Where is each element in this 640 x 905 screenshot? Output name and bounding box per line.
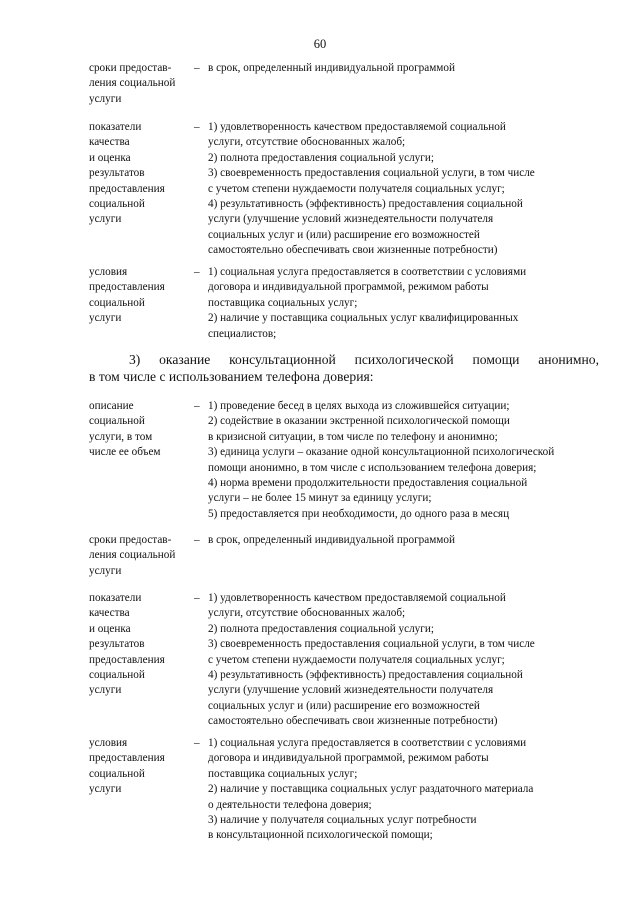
parameter-description-line: поставщика социальных услуг; xyxy=(208,296,358,309)
parameter-description-line: специалистов; xyxy=(208,327,277,340)
parameter-label-line: результатов xyxy=(89,638,145,651)
page-number: 60 xyxy=(313,37,327,51)
parameter-label-line: показатели xyxy=(89,592,142,604)
parameter-description-line: 5) предоставляется при необходимости, до одного раза в месяц xyxy=(208,507,510,520)
parameter-label-line: результатов xyxy=(89,167,145,180)
parameter-description-line: в кризисной ситуации, в том числе по телефону и анонимно; xyxy=(208,430,498,443)
parameter-label-line: и оценка xyxy=(89,151,131,164)
parameter-description-line: 1) проведение бесед в целях выхода из сложившейся ситуации; xyxy=(208,400,510,412)
parameter-description-line: помощи анонимно, в том числе с использованием телефона доверия; xyxy=(208,461,537,474)
parameter-description-line: в консультационной психологической помощи; xyxy=(208,829,433,842)
parameter-label-line: услуги, в том xyxy=(89,430,153,443)
parameter-description-line: 1) удовлетворенность качеством предоставляемой социальной xyxy=(208,121,506,133)
parameter-label-line: предоставления xyxy=(89,653,165,666)
section-heading-line: 3) оказание консультационной психологической помощи анонимно, xyxy=(129,352,599,367)
parameter-description-line: с учетом степени нуждаемости получателя социальных услуг; xyxy=(208,182,505,195)
dash-separator: – xyxy=(194,592,200,604)
parameter-label xyxy=(89,120,191,228)
parameter-label-line: социальной xyxy=(89,415,145,428)
parameter-label xyxy=(89,399,191,461)
parameter-label-line: предоставления xyxy=(89,281,165,294)
parameter-label-line: качества xyxy=(89,607,130,620)
parameter-description-line: 1) социальная услуга предоставляется в соответствии с условиями xyxy=(208,266,527,278)
section-heading xyxy=(89,351,599,385)
parameter-description-line: самостоятельно обеспечивать свои жизненные потребности) xyxy=(208,715,498,728)
parameter-description-line: услуги, отсутствие обоснованных жалоб; xyxy=(208,607,406,620)
parameter-label-line: ления социальной xyxy=(89,77,176,90)
parameter-description-line: 2) полнота предоставления социальной услуги; xyxy=(208,151,434,164)
parameter-description-line: социальных услуг и (или) расширение его возможностей xyxy=(208,228,480,241)
parameter-label-line: услуги xyxy=(89,684,122,697)
parameter-description-line: 2) наличие у поставщика социальных услуг раздаточного материала xyxy=(208,783,534,796)
parameter-description xyxy=(208,120,598,259)
parameter-label-line: условия xyxy=(89,737,128,749)
parameter-label-line: условия xyxy=(89,266,128,278)
dash-separator: – xyxy=(194,121,200,133)
parameter-description xyxy=(208,399,598,522)
parameter-label-line: сроки предостав- xyxy=(89,534,172,546)
parameter-description-line: поставщика социальных услуг; xyxy=(208,767,358,780)
parameter-description xyxy=(208,265,598,342)
parameter-label-line: социальной xyxy=(89,296,145,309)
parameter-label xyxy=(89,533,191,579)
parameter-description-line: 1) социальная услуга предоставляется в соответствии с условиями xyxy=(208,737,527,749)
parameter-label-line: услуги xyxy=(89,213,122,226)
parameter-label-line: услуги xyxy=(89,312,122,325)
parameter-label-line: и оценка xyxy=(89,622,131,635)
parameter-description xyxy=(208,736,598,844)
parameter-label-line: показатели xyxy=(89,121,142,133)
parameter-label-line: качества xyxy=(89,136,130,149)
parameter-description-line: самостоятельно обеспечивать свои жизненные потребности) xyxy=(208,244,498,257)
parameter-label-line: услуги xyxy=(89,92,122,105)
parameter-label-line: социальной xyxy=(89,669,145,682)
parameter-description xyxy=(208,591,598,730)
parameter-description-line: 2) полнота предоставления социальной услуги; xyxy=(208,622,434,635)
parameter-label xyxy=(89,591,191,699)
parameter-label-line: социальной xyxy=(89,767,145,780)
parameter-description-line: социальных услуг и (или) расширение его возможностей xyxy=(208,699,480,712)
parameter-label-line: описание xyxy=(89,400,134,412)
parameter-label-line: предоставления xyxy=(89,752,165,765)
section-heading-line: в том числе с использованием телефона доверия: xyxy=(89,369,374,384)
dash-separator: – xyxy=(194,62,200,74)
parameter-description xyxy=(208,533,598,548)
dash-separator: – xyxy=(194,737,200,749)
parameter-label xyxy=(89,265,191,327)
parameter-label-line: числе ее объем xyxy=(89,446,161,459)
dash-separator: – xyxy=(194,400,200,412)
parameter-label-line: социальной xyxy=(89,198,145,211)
parameter-description-line: договора и индивидуальной программой, режимом работы xyxy=(208,752,489,765)
parameter-description-line: услуги (улучшение условий жизнедеятельности получателя xyxy=(208,213,494,226)
parameter-description-line: в срок, определенный индивидуальной программой xyxy=(208,62,455,74)
parameter-description-line: о деятельности телефона доверия; xyxy=(208,798,372,811)
parameter-description-line: 4) результативность (эффективность) предоставления социальной xyxy=(208,198,523,211)
parameter-description-line: в срок, определенный индивидуальной программой xyxy=(208,534,455,546)
parameter-label-line: сроки предостав- xyxy=(89,62,172,74)
parameter-description-line: 1) удовлетворенность качеством предоставляемой социальной xyxy=(208,592,506,604)
parameter-description-line: 4) результативность (эффективность) предоставления социальной xyxy=(208,669,523,682)
parameter-description-line: 4) норма времени продолжительности предоставления социальной xyxy=(208,477,528,490)
parameter-description-line: 2) наличие у поставщика социальных услуг квалифицированных xyxy=(208,312,519,325)
parameter-description-line: 3) своевременность предоставления социальной услуги, в том числе xyxy=(208,167,535,180)
parameter-label-line: предоставления xyxy=(89,182,165,195)
parameter-description-line: с учетом степени нуждаемости получателя социальных услуг; xyxy=(208,653,505,666)
parameter-label-line: услуги xyxy=(89,564,122,577)
parameter-description-line: 3) своевременность предоставления социальной услуги, в том числе xyxy=(208,638,535,651)
parameter-description-line: договора и индивидуальной программой, режимом работы xyxy=(208,281,489,294)
parameter-description xyxy=(208,61,598,76)
dash-separator: – xyxy=(194,266,200,278)
dash-separator: – xyxy=(194,534,200,546)
parameter-description-line: услуги – не более 15 минут за единицу услуги; xyxy=(208,492,432,505)
parameter-label-line: услуги xyxy=(89,783,122,796)
parameter-description-line: услуги, отсутствие обоснованных жалоб; xyxy=(208,136,406,149)
parameter-description-line: услуги (улучшение условий жизнедеятельности получателя xyxy=(208,684,494,697)
parameter-description-line: 2) содействие в оказании экстренной психологической помощи xyxy=(208,415,510,428)
parameter-label xyxy=(89,61,191,107)
parameter-description-line: 3) единица услуги – оказание одной консультационной психологической xyxy=(208,446,555,459)
parameter-label-line: ления социальной xyxy=(89,549,176,562)
parameter-description-line: 3) наличие у получателя социальных услуг потребности xyxy=(208,814,477,827)
parameter-label xyxy=(89,736,191,798)
